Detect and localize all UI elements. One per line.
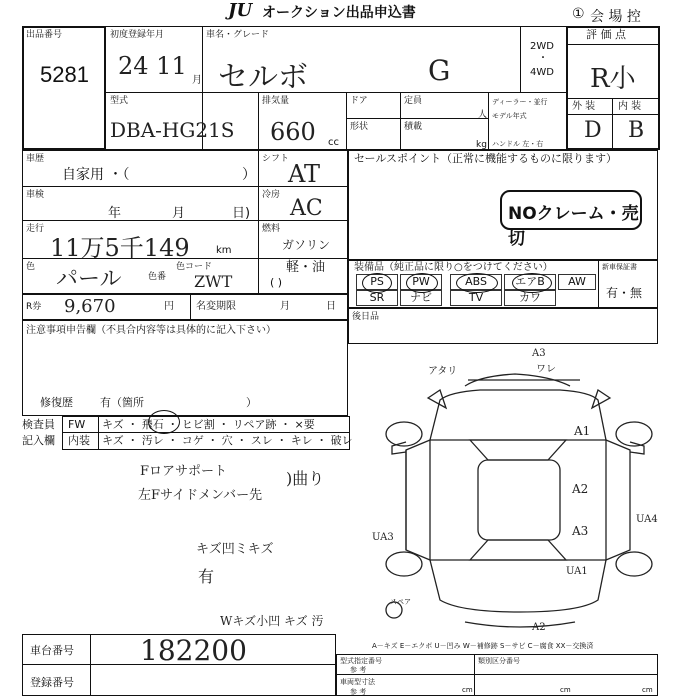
divider <box>566 98 660 99</box>
ju-logo: JU <box>228 0 253 21</box>
inspection-label: 車検 <box>26 190 45 200</box>
color-code-value: ZWT <box>194 272 233 291</box>
first-reg-month: 月 <box>192 75 202 86</box>
entry-label: 記入欄 <box>22 434 55 447</box>
recycle-label: R券 <box>26 302 42 312</box>
car-damage-diagram[interactable] <box>370 350 680 640</box>
usage-close: ） <box>242 167 256 183</box>
divider <box>346 92 347 150</box>
name-change-label: 名変期限 <box>196 301 236 312</box>
ref-label: 参 考 <box>350 666 367 674</box>
divider <box>336 674 658 675</box>
inspection-day: 日) <box>232 206 251 221</box>
doors-label: ドア <box>350 96 368 106</box>
dims-label: 車両型寸法 <box>340 678 375 686</box>
hand-note-3: キズ凹ミキズ <box>196 542 274 557</box>
repair-value: 有（箇所 <box>100 396 144 409</box>
diag-a1-right: A1 <box>574 424 591 438</box>
diag-legend: A－キズ E－エクボ U－凹み W－補修跡 S－サビ C－腐食 XX－交換済 <box>372 642 594 650</box>
after-day-block <box>348 308 658 344</box>
repair-label: 修復歴 <box>40 396 73 409</box>
color-label: 色 <box>26 262 36 272</box>
plate-label: 車台番号 <box>30 644 74 657</box>
displacement-value: 660 <box>270 118 316 146</box>
divider <box>566 114 660 115</box>
load-label: 積載 <box>404 122 423 132</box>
interior-entry: 内装 <box>68 434 90 447</box>
warranty-value: 有・無 <box>606 286 643 300</box>
cm-3: cm <box>642 686 653 694</box>
circle-airbag-mark <box>512 273 552 293</box>
usage-value: 自家用 ・（ <box>62 167 130 183</box>
divider <box>520 26 521 92</box>
interior-value: B <box>628 118 645 143</box>
divider <box>488 92 489 150</box>
shape-label: 形状 <box>350 122 369 132</box>
mileage-label: 走行 <box>26 224 45 234</box>
sales-point-label: セールスポイント（正常に機能するものに限ります） <box>354 152 618 165</box>
fw-label: FW <box>68 418 86 431</box>
handle-label: ハンドル 左・右 <box>492 140 544 148</box>
drive-dot: ・ <box>538 53 548 64</box>
header <box>0 0 700 26</box>
divider <box>62 432 350 433</box>
divider <box>106 92 566 93</box>
usage-label: 車歴 <box>26 154 45 164</box>
diag-spare: スペア <box>390 598 411 606</box>
equip-aw-label: AW <box>568 275 586 288</box>
ref2-label: 参 考 <box>350 688 367 696</box>
cm-2: cm <box>560 686 571 694</box>
capacity-label: 定員 <box>404 96 423 106</box>
class-label: 類別区分番号 <box>478 657 520 665</box>
divider <box>566 44 660 45</box>
divider <box>598 260 599 308</box>
exterior-label: 外 装 <box>572 101 596 112</box>
diag-ua4: UA4 <box>636 514 658 525</box>
circle-stone-mark <box>148 410 180 434</box>
rating-value: R小 <box>590 64 636 94</box>
diag-a2-mid: A2 <box>572 482 589 496</box>
fuel-gasoline: ガソリン <box>282 238 331 252</box>
displacement-label: 排気量 <box>262 96 290 106</box>
warranty-label: 新車保証書 <box>602 263 637 271</box>
divider <box>474 654 475 696</box>
equip-leather-label: カワ <box>519 291 541 304</box>
model-year-label: モデル年式 <box>492 112 527 120</box>
diag-a3-mid: A3 <box>572 524 589 538</box>
equip-pw-label: PW <box>412 275 430 288</box>
diag-ua1: UA1 <box>566 566 588 577</box>
color-number-label: 色番 <box>148 272 167 282</box>
reg-label: 登録番号 <box>30 676 74 689</box>
diag-wa-top: ワレ <box>536 364 556 375</box>
divider <box>90 634 91 696</box>
lot-number: 5281 <box>40 62 89 87</box>
divider <box>400 92 401 150</box>
model-label: 型式 <box>110 96 129 106</box>
legend-exterior: キズ ・ 飛石 ・ ヒビ割 ・ リペア跡 ・ ×要 <box>102 418 315 431</box>
recycle-value: 9,670 <box>64 296 116 317</box>
lot-label: 出品番号 <box>26 30 63 40</box>
diag-a3-top: A3 <box>532 348 546 359</box>
venue-label: 会 場 控 <box>590 9 641 25</box>
notes-label: 注意事項申告欄（不具合内容等は具体的に記入下さい） <box>26 325 276 336</box>
hand-note-4: 有 <box>198 567 215 586</box>
fuel-label: 燃料 <box>262 224 281 234</box>
type-label: 型式指定番号 <box>340 657 382 665</box>
color-value: パール <box>56 267 122 292</box>
dealer-label: ディーラー・並行 <box>492 98 548 106</box>
circle-abs-mark <box>456 273 498 293</box>
repair-close: ） <box>246 396 257 409</box>
color-code-label: 色コード <box>176 262 213 272</box>
equip-aw[interactable] <box>558 274 596 290</box>
drive-4wd: 4WD <box>530 67 554 78</box>
lot-box <box>22 26 106 150</box>
venue-number: ① <box>572 6 585 22</box>
inspection-year: 年 <box>108 206 122 221</box>
equip-abs-label: ABS <box>465 275 487 288</box>
divider <box>98 416 99 450</box>
car-grade-value: G <box>428 54 451 87</box>
diag-atari: アタリ <box>428 366 458 377</box>
legend-interior: キズ ・ 汚レ ・ コゲ ・ 穴 ・ スレ ・ キレ ・ 破レ <box>102 434 353 447</box>
ac-value: AC <box>290 196 323 221</box>
exterior-value: D <box>584 118 602 143</box>
ac-label: 冷房 <box>262 190 281 200</box>
equip-tv-label: TV <box>468 291 484 304</box>
divider <box>612 98 613 150</box>
diag-a2-bottom: A2 <box>532 622 546 633</box>
interior-label: 内 装 <box>618 101 642 112</box>
fuel-paren: ( ) <box>270 276 283 289</box>
equipment-label: 装備品（純正品に限り○をつけてください） <box>354 262 553 273</box>
equip-ps-label: PS <box>370 275 384 288</box>
first-reg-value: 24 11 <box>118 52 187 80</box>
shift-label: シフト <box>262 154 290 164</box>
model-value: DBA-HG21S <box>110 118 235 142</box>
hand-note-mark: )曲り <box>286 469 325 488</box>
divider <box>190 294 191 320</box>
drive-2wd: 2WD <box>530 41 554 52</box>
car-name-label: 車名・グレード <box>206 30 270 40</box>
fuel-diesel: 軽・油 <box>286 260 326 275</box>
hand-note-1: Fロアサポート <box>140 464 228 479</box>
name-change-month: 月 <box>280 301 290 312</box>
equip-navi-label: ナビ <box>410 291 432 304</box>
no-claim-stamp <box>500 190 642 249</box>
displacement-unit: cc <box>328 137 339 148</box>
plate-value: 182200 <box>140 634 247 667</box>
circle-pw-mark <box>406 273 438 293</box>
car-name-value: セルボ <box>218 60 308 95</box>
after-day-label: 後日品 <box>352 312 380 322</box>
recycle-unit: 円 <box>164 301 174 312</box>
inspector-label: 検査員 <box>22 418 55 431</box>
form-title: オークション出品申込書 <box>262 5 416 21</box>
equip-airbag-label: エアB <box>515 275 545 288</box>
load-unit: kg <box>476 140 487 150</box>
divider <box>258 150 259 294</box>
divider <box>258 92 259 150</box>
rating-label: 評 価 点 <box>586 28 626 41</box>
equip-sr-label: SR <box>369 291 385 304</box>
hand-note-2: 左Fサイドメンバー先 <box>138 488 263 503</box>
divider <box>346 118 488 119</box>
inspection-month: 月 <box>172 206 186 221</box>
cm-1: cm <box>462 686 473 694</box>
mileage-value: 11万5千149 <box>50 234 190 262</box>
name-change-day: 日 <box>326 301 336 312</box>
mileage-unit: km <box>216 245 232 256</box>
no-claim-stamp-text: NOクレーム・売切 <box>508 204 639 249</box>
shift-value: AT <box>288 160 321 188</box>
capacity-unit: 人 <box>478 110 488 120</box>
first-reg-label: 初度登録年月 <box>110 30 165 40</box>
circle-ps-mark <box>362 273 392 293</box>
hand-note-5: Wキズ小凹 キズ 汚 <box>220 614 324 628</box>
diag-ua3: UA3 <box>372 532 394 543</box>
